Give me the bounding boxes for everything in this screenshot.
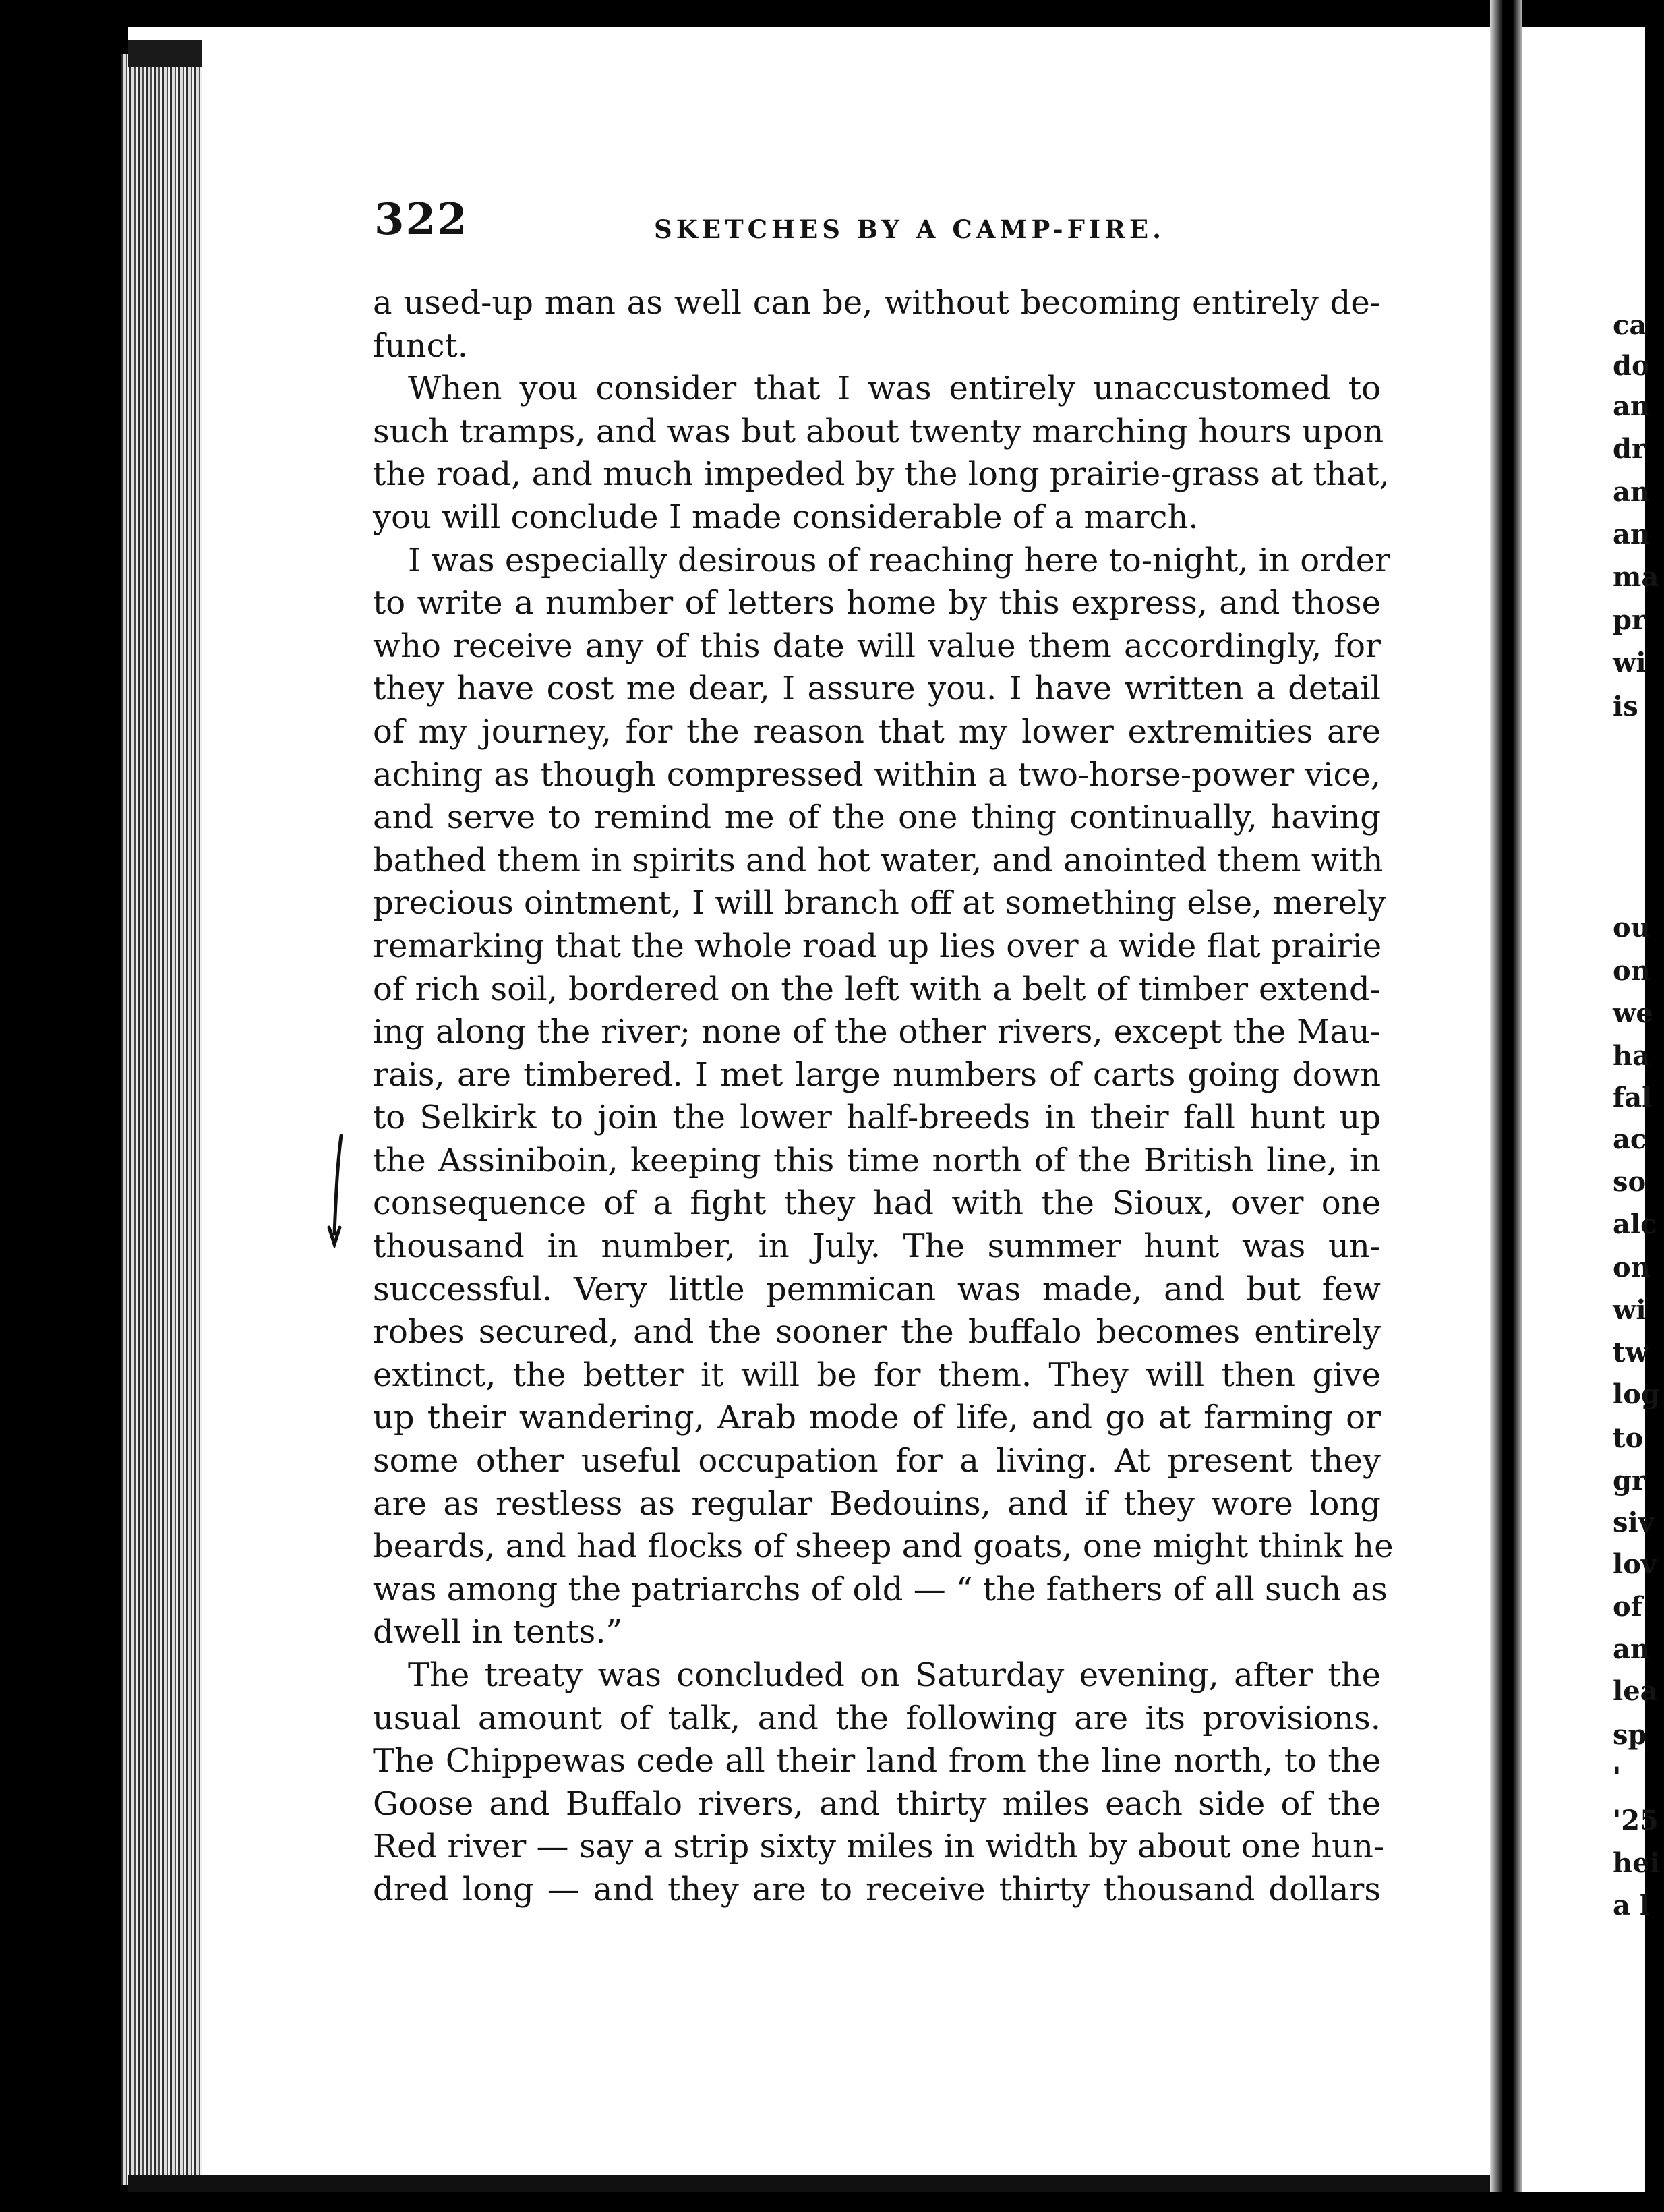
text-line: the Assiniboin, keeping this time north of the British line, in (373, 1141, 1381, 1180)
facing-fragment: dr (1613, 433, 1646, 465)
text-line: dred long — and they are to receive thirty thousand dollars (373, 1870, 1381, 1909)
text-line: you will conclude I made considerable of a march. (373, 498, 1199, 536)
scan-border-left (0, 0, 128, 2212)
text-line: precious ointment, I will branch off at something else, merely (373, 884, 1386, 923)
text-line: such tramps, and was but about twenty marching hours upon (373, 412, 1384, 450)
text-line: successful. Very little pemmican was made, and but few (373, 1270, 1381, 1308)
text-line: I was especially desirous of reaching here to-night, in order (408, 541, 1391, 579)
text-line: remarking that the whole road up lies over a wide flat prairie (373, 927, 1382, 965)
text-line: was among the patriarchs of old — “ the fathers of all such as (373, 1570, 1388, 1608)
text-line: the road, and much impeded by the long prairie-grass at that, (373, 455, 1390, 494)
text-line: they have cost me dear, I assure you. I have written a detail (373, 670, 1381, 708)
facing-fragment: lea (1613, 1675, 1658, 1707)
text-line: of rich soil, bordered on the left with a belt of timber extend- (373, 970, 1381, 1008)
text-line: usual amount of talk, and the following are its provisions. (373, 1699, 1381, 1737)
text-line: of my journey, for the reason that my lower extremities are (373, 712, 1381, 751)
facing-fragment: '25 (1613, 1805, 1659, 1836)
facing-fragment: wi (1613, 1294, 1646, 1326)
text-line: aching as though compressed within a two-horse-power vice, (373, 755, 1381, 794)
text-line: to write a number of letters home by this express, and those (373, 584, 1381, 622)
facing-fragment: ac (1613, 1124, 1647, 1155)
page-stack-edges (121, 54, 202, 2185)
text-line: consequence of a fight they had with the Sioux, over one (373, 1184, 1381, 1223)
scan-border-top (0, 0, 1664, 27)
facing-fragment: pr (1613, 604, 1646, 636)
text-line: funct. (373, 326, 469, 365)
facing-fragment: to (1613, 1422, 1644, 1454)
page-number: 322 (374, 194, 469, 245)
page-stack-top-shadow (128, 40, 202, 67)
text-line: The Chippewas cede all their land from the line north, to the (373, 1742, 1381, 1780)
facing-fragment: alc (1613, 1209, 1657, 1240)
text-line: extinct, the better it will be for them. They will then give (373, 1356, 1381, 1394)
facing-fragment: on (1613, 1252, 1651, 1283)
text-line: thousand in number, in July. The summer hunt was un- (373, 1227, 1381, 1266)
facing-fragment: of (1613, 1591, 1642, 1623)
text-line: The treaty was concluded on Saturday evening, after the (408, 1656, 1381, 1694)
body-text (373, 282, 1394, 1912)
facing-fragment: wi (1613, 647, 1646, 678)
text-line: When you consider that I was entirely unaccustomed to (408, 370, 1381, 408)
pencil-margin-mark (322, 1133, 349, 1248)
facing-fragment: tw (1613, 1337, 1648, 1368)
text-line: are as restless as regular Bedouins, and if they wore long (373, 1484, 1381, 1523)
facing-fragment: we (1613, 997, 1653, 1029)
facing-fragment: hei (1613, 1847, 1660, 1879)
text-line: rais, are timbered. I met large numbers of carts going down (373, 1055, 1381, 1094)
running-title: SKETCHES BY A CAMP-FIRE. (654, 214, 1166, 244)
facing-fragment: so (1613, 1166, 1646, 1198)
text-line: Goose and Buffalo rivers, and thirty miles each side of the (373, 1784, 1381, 1823)
facing-fragment: an (1613, 1633, 1650, 1665)
text-line: dwell in tents.” (373, 1613, 623, 1652)
facing-fragment: do (1613, 350, 1650, 382)
facing-fragment: fal (1613, 1082, 1653, 1113)
text-line: some other useful occupation for a living. At present they (373, 1442, 1381, 1480)
text-line: a used-up man as well can be, without becoming entirely de- (373, 284, 1381, 322)
facing-fragment: ma (1613, 561, 1659, 593)
text-line: and serve to remind me of the one thing continually, having (373, 798, 1381, 837)
facing-fragment: ca (1613, 310, 1647, 341)
facing-fragment: an (1613, 476, 1650, 508)
facing-fragment: lov (1613, 1548, 1657, 1580)
facing-fragment: is (1613, 691, 1638, 722)
text-line: Red river — say a strip sixty miles in width by about one hun- (373, 1828, 1385, 1866)
text-line: beards, and had flocks of sheep and goats, one might think he (373, 1527, 1394, 1566)
facing-fragment: siv (1613, 1507, 1654, 1538)
facing-fragment: gr (1613, 1465, 1646, 1496)
facing-fragment: an (1613, 519, 1650, 550)
facing-fragment: a l (1613, 1890, 1651, 1921)
facing-fragment: on (1613, 955, 1651, 987)
facing-fragment: an (1613, 390, 1650, 422)
text-line: bathed them in spirits and hot water, and anointed them with (373, 841, 1384, 879)
facing-fragment: ' (1613, 1762, 1622, 1793)
text-line: up their wandering, Arab mode of life, and go at farming or (373, 1399, 1381, 1437)
book-gutter (1490, 0, 1522, 2212)
facing-fragment: sp (1613, 1719, 1647, 1751)
facing-fragment: log (1613, 1378, 1660, 1410)
text-line: to Selkirk to join the lower half-breeds in their fall hunt up (373, 1099, 1381, 1137)
facing-fragment: ou (1613, 912, 1651, 943)
facing-fragment: ha (1613, 1040, 1650, 1072)
text-line: who receive any of this date will value them accordingly, for (373, 627, 1381, 665)
scan-border-bottom (0, 2192, 1664, 2212)
text-line: robes secured, and the sooner the buffalo becomes entirely (373, 1313, 1381, 1351)
text-line: ing along the river; none of the other rivers, except the Mau- (373, 1013, 1381, 1051)
